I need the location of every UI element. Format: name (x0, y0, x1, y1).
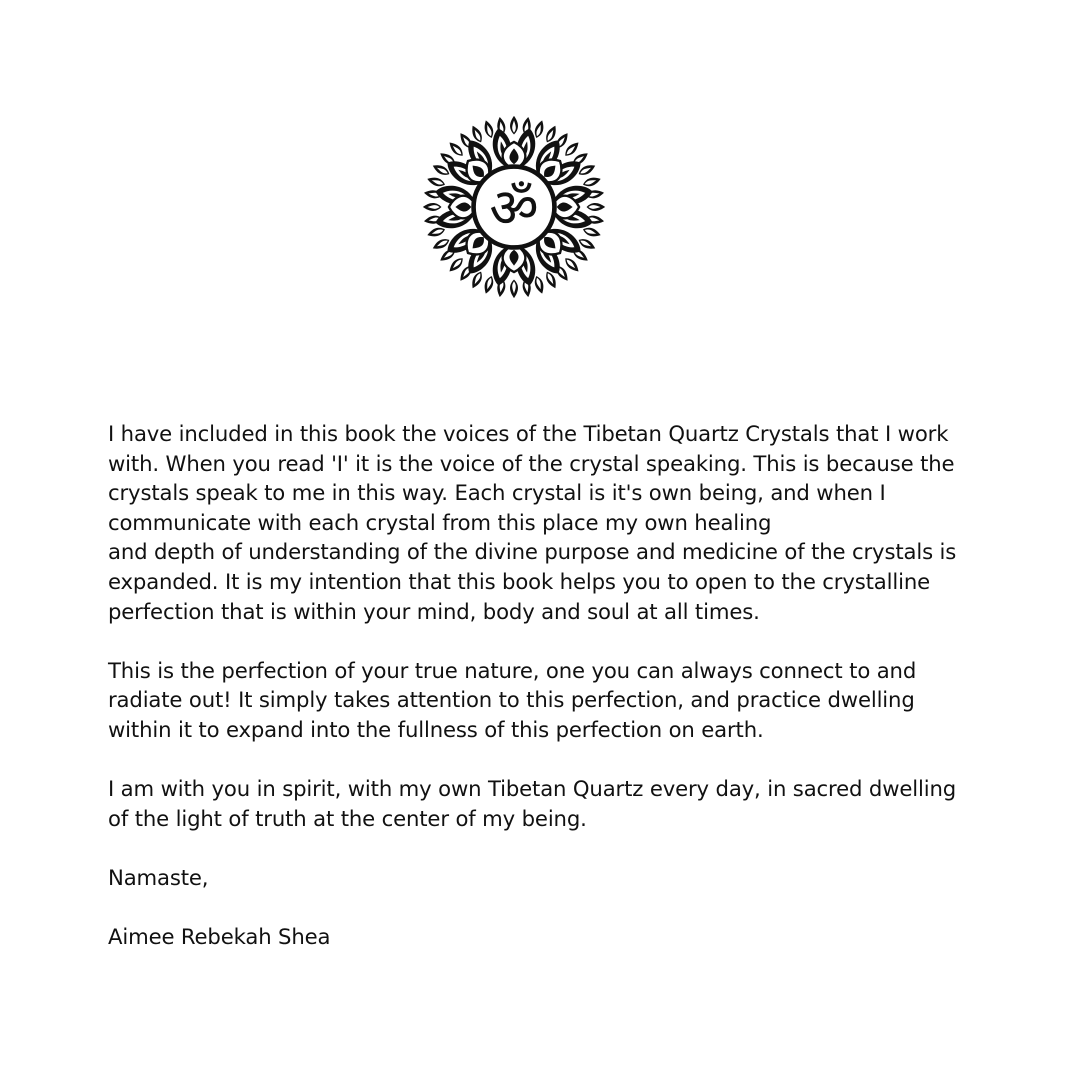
crown-chakra-om-mandala-icon (418, 114, 610, 300)
paragraph-1 (108, 419, 978, 626)
text-line: radiate out! It simply takes attention to this perfection, and practice dwelling (108, 687, 915, 713)
text-line: crystals speak to me in this way. Each crystal is it's own being, and when I (108, 480, 886, 506)
om-symbol-icon: ॐ (489, 176, 539, 240)
text-line: within it to expand into the fullness of this perfection on earth. (108, 716, 764, 742)
text-line: I have included in this book the voices of the Tibetan Quartz Crystals that I work (108, 421, 949, 446)
text-line: communicate with each crystal from this place my own healing (108, 509, 772, 535)
text-line: expanded. It is my intention that this book helps you to open to the crystalline (108, 568, 930, 594)
text-line: and depth of understanding of the divine purpose and medicine of the crystals is (108, 539, 957, 565)
text-line: This is the perfection of your true nature, one you can always connect to and (108, 657, 917, 683)
paragraph-3 (108, 774, 978, 833)
closing: Namaste, (108, 864, 209, 890)
text-line: of the light of truth at the center of my being. (108, 805, 587, 831)
text-line: with. When you read 'I' it is the voice of the crystal speaking. This is because the (108, 450, 955, 476)
text-line: I am with you in spirit, with my own Tibetan Quartz every day, in sacred dwelling (108, 776, 957, 802)
text-line: perfection that is within your mind, body and soul at all times. (108, 598, 760, 624)
signature: Aimee Rebekah Shea (108, 924, 331, 950)
letter-body (108, 419, 978, 981)
paragraph-2 (108, 656, 978, 745)
